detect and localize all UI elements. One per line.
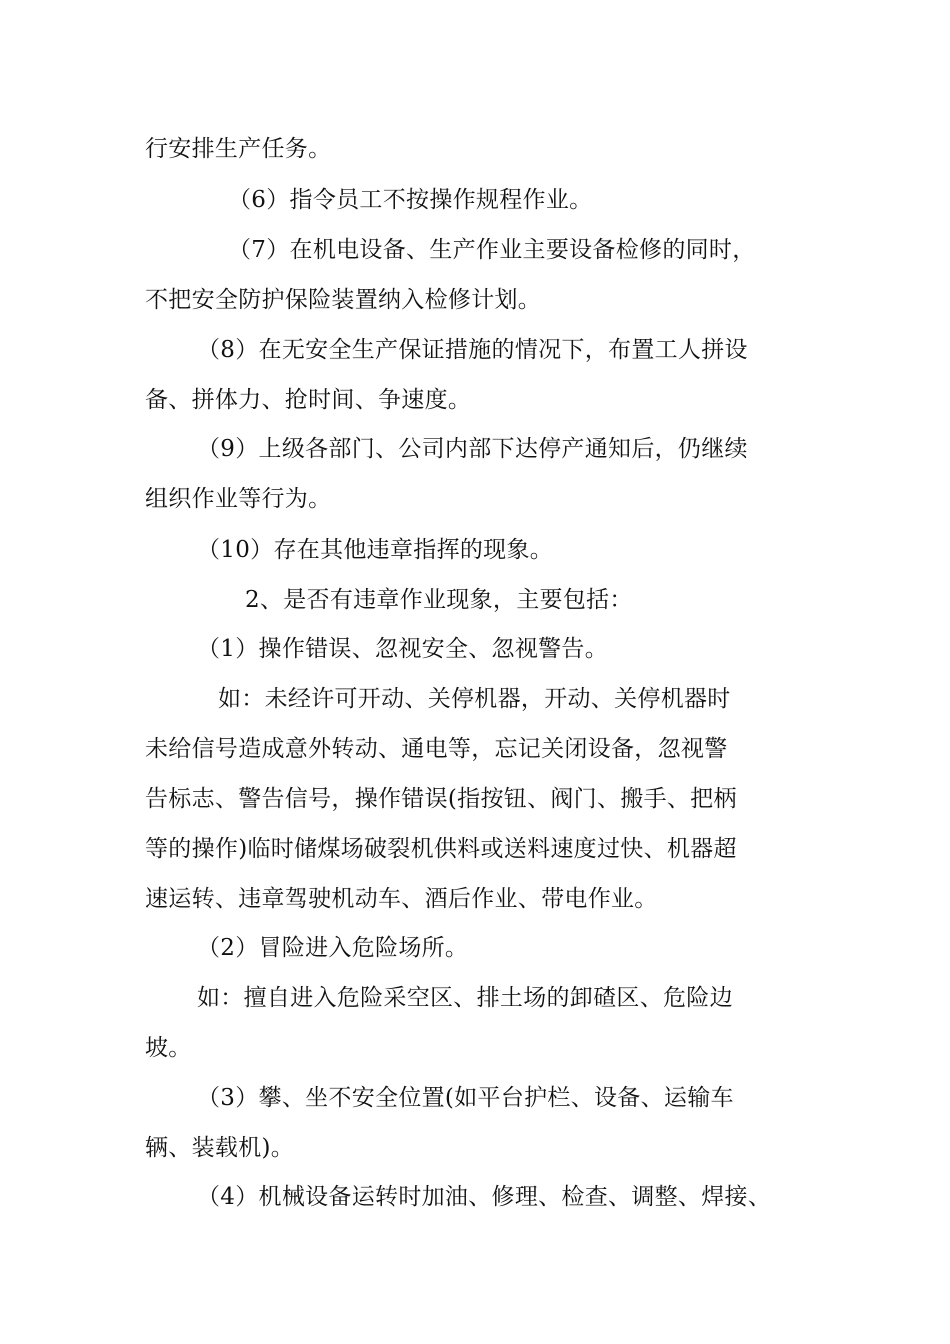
text-line: （7）在机电设备、生产作业主要设备检修的同时， bbox=[228, 237, 756, 263]
text-line: （3）攀、坐不安全位置(如平台护栏、设备、运输车 bbox=[197, 1085, 734, 1111]
text-line: 坡。 bbox=[145, 1035, 192, 1061]
text-line: 2、是否有违章作业现象，主要包括： bbox=[245, 587, 633, 613]
text-line: 如：未经许可开动、关停机器，开动、关停机器时 bbox=[218, 686, 731, 712]
text-line: （9）上级各部门、公司内部下达停产通知后，仍继续 bbox=[197, 436, 748, 462]
text-line: 辆、装载机)。 bbox=[145, 1135, 295, 1161]
text-line: 行安排生产任务。 bbox=[145, 136, 332, 162]
text-line: （4）机械设备运转时加油、修理、检查、调整、焊接、 bbox=[197, 1184, 772, 1210]
text-line: 不把安全防护保险装置纳入检修计划。 bbox=[145, 287, 542, 313]
text-line: 组织作业等行为。 bbox=[145, 486, 332, 512]
text-line: 备、拼体力、抢时间、争速度。 bbox=[145, 387, 472, 413]
text-line: （2）冒险进入危险场所。 bbox=[197, 935, 469, 961]
text-line: （6）指令员工不按操作规程作业。 bbox=[228, 187, 593, 213]
text-line: （10）存在其他违章指挥的现象。 bbox=[197, 537, 554, 563]
text-line: （1）操作错误、忽视安全、忽视警告。 bbox=[197, 636, 609, 662]
text-line: 告标志、警告信号，操作错误(指按钮、阀门、搬手、把柄 bbox=[145, 786, 737, 812]
text-line: （8）在无安全生产保证措施的情况下，布置工人拼设 bbox=[197, 337, 748, 363]
text-line: 如：擅自进入危险采空区、排土场的卸碴区、危险边 bbox=[197, 985, 733, 1011]
text-line: 速运转、违章驾驶机动车、酒后作业、带电作业。 bbox=[145, 886, 658, 912]
text-line: 未给信号造成意外转动、通电等，忘记关闭设备，忽视警 bbox=[145, 736, 728, 762]
text-line: 等的操作)临时储煤场破裂机供料或送料速度过快、机器超 bbox=[145, 836, 737, 862]
